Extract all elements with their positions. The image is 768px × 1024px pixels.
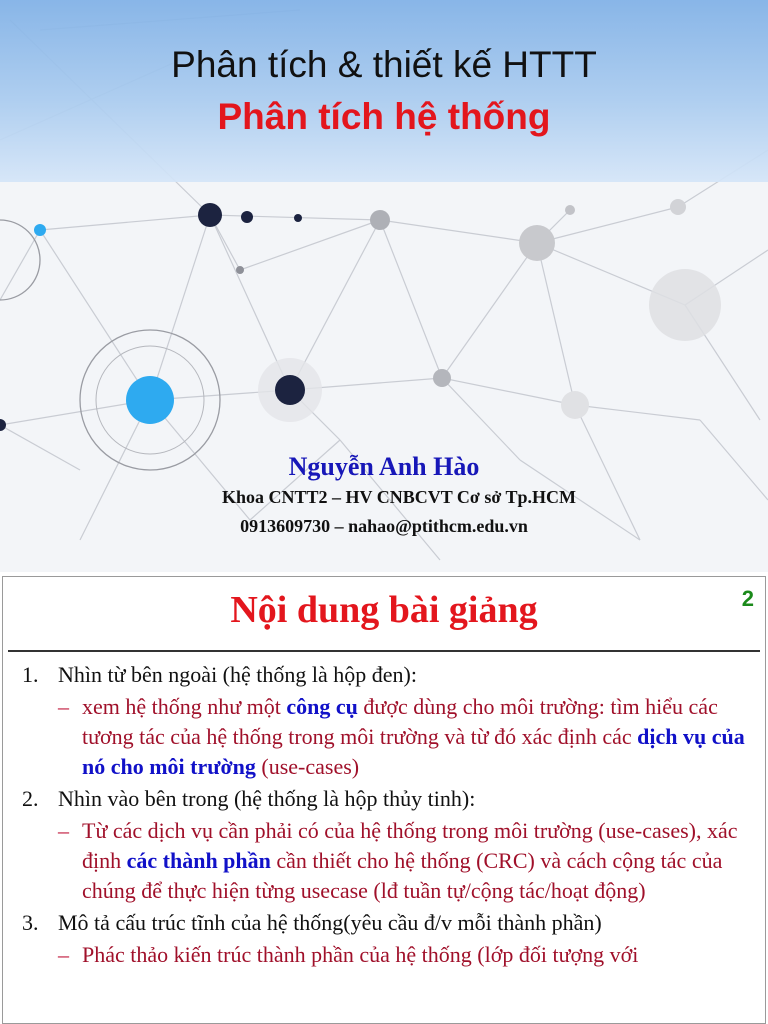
- slide-subtitle: Phân tích hệ thống: [217, 96, 551, 137]
- title-band: [0, 0, 768, 182]
- author-name: Nguyễn Anh Hào: [288, 452, 480, 481]
- slide-title: Nội dung bài giảng: [230, 589, 538, 631]
- text-run: (use-cases): [255, 754, 360, 779]
- slide-number: 2: [741, 586, 754, 611]
- sub-item: [58, 692, 762, 782]
- item-number: 3.: [22, 910, 39, 935]
- title-divider: [8, 650, 760, 652]
- sub-item: [58, 940, 762, 970]
- dash-bullet: –: [58, 694, 69, 719]
- sub-item-text: [82, 816, 762, 906]
- outline-list: [22, 660, 762, 972]
- sub-item-text: Phác thảo kiến trúc thành phần của hệ thống (lớp đối tượng với: [82, 942, 639, 967]
- list-item: [22, 784, 762, 814]
- sub-item-text: [82, 692, 762, 782]
- list-item: [22, 908, 762, 938]
- contact-info: 0913609730 – nahao@ptithcm.edu.vn: [240, 516, 528, 536]
- item-text: Mô tả cấu trúc tĩnh của hệ thống(yêu cầu đ/v mỗi thành phần): [58, 910, 602, 935]
- text-run: xem hệ thống như một: [82, 694, 287, 719]
- text-run: Từ các dịch vụ cần phải có của hệ thống trong môi trường (use-cases), xác định: [82, 818, 738, 873]
- item-text: Nhìn vào bên trong (hệ thống là hộp thủy tinh):: [58, 786, 476, 811]
- dash-bullet: –: [58, 818, 69, 843]
- highlight-text: công cụ: [286, 694, 358, 719]
- highlight-text: dịch vụ của nó cho môi trường: [82, 724, 745, 779]
- sub-item: [58, 816, 762, 906]
- dash-bullet: –: [58, 942, 69, 967]
- item-number: 1.: [22, 662, 39, 687]
- slide-title: Phân tích & thiết kế HTTT: [171, 44, 597, 85]
- list-item: [22, 660, 762, 690]
- text-run: cần thiết cho hệ thống (CRC) và cách cộng tác của chúng để thực hiện từng usecase (lđ tuần tự/cộng tác/hoạt động): [82, 848, 723, 903]
- item-text: Nhìn từ bên ngoài (hệ thống là hộp đen):: [58, 662, 417, 687]
- text-run: được dùng cho môi trường: tìm hiểu các tương tác của hệ thống trong môi trường và từ đó xác định các: [82, 694, 718, 749]
- item-number: 2.: [22, 786, 39, 811]
- highlight-text: các thành phần: [126, 848, 271, 873]
- content-slide: [0, 574, 768, 1024]
- affiliation: Khoa CNTT2 – HV CNBCVT Cơ sở Tp.HCM: [222, 487, 576, 507]
